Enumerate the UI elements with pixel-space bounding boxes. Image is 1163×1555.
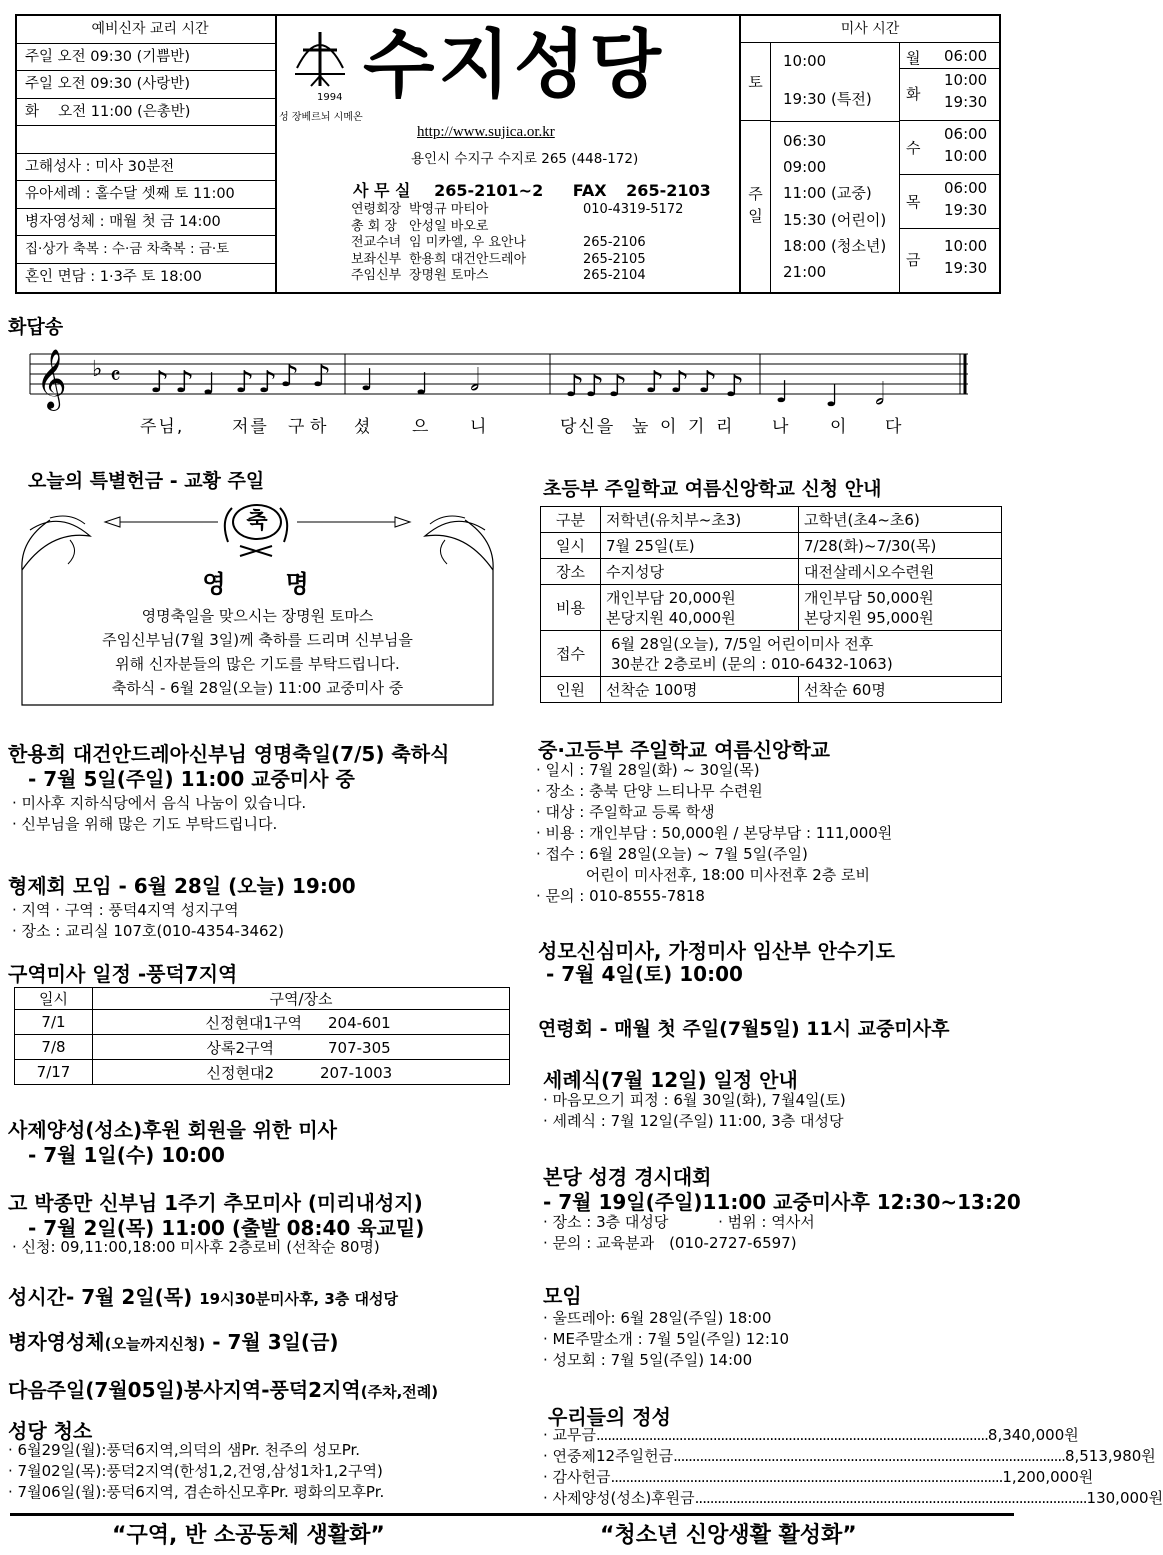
office-phone: 265-2101~2 [434, 181, 544, 200]
table-row: 비용 개인부담 20,000원 본당지원 40,000원 개인부담 50,000원 본당지원 95,000원 [541, 585, 1002, 631]
saturday-times: 10:00 19:30 (특전) [783, 52, 872, 108]
address: 용인시 수지구 수지로 265 (448-172) [411, 151, 639, 167]
r6-subtitle: - 7월 19일(주일)11:00 교중미사후 12:30~13:20 [543, 1190, 1021, 1214]
schedule-row: 집·상가 축복 : 수·금 차축복 : 금·토 [17, 236, 275, 264]
mass-times-title: 미사 시간 [741, 16, 999, 43]
weekday-column: 월 06:00 화 10:00 19:30 수 06:00 10:00 목 06:00 19:30 금 10:00 19:30 [899, 43, 999, 292]
schedule-row: 화 오전 11:00 (은총반) [17, 99, 275, 127]
parish-header [277, 14, 739, 294]
offering-row: · 연중제12주일헌금 ........................................................................................................ 8,513,980원 [543, 1447, 1156, 1465]
s5-item: · 신청: 09,11:00,18:00 미사후 2층로비 (선착순 80명) [12, 1238, 380, 1256]
contact-list [351, 202, 683, 285]
fax-label: FAX [572, 181, 607, 200]
r5-list: · 마음모으기 피정 : 6월 30일(화), 7월4일(토) · 세례식 : 7월 12일(주일) 11:00, 3층 대성당 [543, 1091, 846, 1130]
footer-left-slogan: “구역, 반 소공동체 생활화” [112, 1523, 385, 1548]
r5-title: 세례식(7월 12일) 일정 안내 [543, 1068, 798, 1092]
svg-text:♪: ♪ [565, 369, 585, 404]
r8-title: 우리들의 정성 [548, 1405, 671, 1429]
schedule-row: 고해성사 : 미사 30분전 [17, 154, 275, 182]
contact-row: 보좌신부 한용희 대건안드레아 265-2105 [351, 251, 646, 267]
svg-text:♪: ♪ [725, 369, 745, 404]
offering-row: · 감사헌금 ........................................................................................................ 1,200,000원 [543, 1468, 1094, 1486]
schedule-row: 혼인 면담 : 1·3주 토 18:00 [25, 268, 202, 285]
svg-text:♩: ♩ [415, 367, 430, 402]
r2-title: 중·고등부 주일학교 여름신앙학교 [538, 738, 831, 762]
svg-text:♩: ♩ [202, 367, 217, 402]
r6-title: 본당 성경 경시대회 [543, 1165, 712, 1189]
s7-title: 병자영성체(오늘까지신청) - 7월 3일(금) [8, 1330, 339, 1354]
website-link[interactable]: http://www.sujica.or.kr [417, 124, 555, 140]
catechism-title: 예비신자 교리 시간 [17, 16, 275, 44]
s5-subtitle: - 7월 2일(목) 11:00 (출발 08:40 육교밑) [28, 1216, 425, 1240]
svg-text:♪: ♪ [280, 359, 300, 394]
svg-text:♪: ♪ [175, 365, 195, 400]
svg-text:♩: ♩ [825, 379, 840, 414]
contact-row: 총 회 장 안성일 바오로 [351, 218, 489, 234]
footer-right-slogan: “청소년 신앙생활 활성화” [600, 1523, 857, 1548]
svg-text:♪: ♪ [645, 365, 665, 400]
r4-title: 연령회 - 매월 첫 주일(7월5일) 11시 교중미사후 [538, 1018, 950, 1040]
feast-title: 영 명 [202, 570, 313, 598]
table-row: 구분 저학년(유치부~초3) 고학년(초4~초6) [541, 507, 1002, 533]
offering-row: · 교무금 ........................................................................................................ 8,340,000원 [543, 1426, 1079, 1444]
r3-subtitle: - 7월 4일(토) 10:00 [546, 962, 743, 986]
r8-list [543, 1425, 1163, 1509]
table-row: 7/17 신정현대2 207-1003 [15, 1060, 510, 1085]
r3-title: 성모신심미사, 가정미사 임산부 안수기도 [538, 939, 895, 963]
s4-title: 사제양성(성소)후원 회원을 위한 미사 [8, 1118, 337, 1142]
feast-message: 영명축일을 맞으시는 장명원 토마스 주임신부님(7월 3일)께 축하를 드리며 신부님을 위해 신자분들의 많은 기도를 부탁드립니다. 축하식 - 6월 28일(오늘) 11:00 교중미사 중 [102, 607, 413, 697]
schedule-row: 병자영성체 : 매월 첫 금 14:00 [17, 209, 275, 237]
svg-text:♪: ♪ [258, 365, 278, 400]
svg-text:♪: ♪ [608, 369, 628, 404]
offering-row: · 사제양성(성소)후원금 ........................................................................................................ 130,000원 [543, 1489, 1163, 1507]
offering-title: 오늘의 특별헌금 - 교황 주일 [28, 470, 265, 492]
feast-emblem: 축 [232, 504, 282, 540]
svg-text:♪: ♪ [150, 365, 170, 400]
psalm-title: 화답송 [8, 316, 64, 338]
table-row: 접수 6월 28일(오늘), 7/5일 어린이미사 전후 30분간 2층로비 (문의 : 010-6432-1063) [541, 631, 1002, 677]
r1-title: 초등부 주일학교 여름신앙학교 신청 안내 [543, 478, 882, 500]
table-row: 장소 수지성당 대전살레시오수련원 [541, 559, 1002, 585]
feast-card [10, 500, 505, 715]
s1-list: · 미사후 지하식당에서 음식 나눔이 있습니다. · 신부님을 위해 많은 기도 부탁드립니다. [12, 794, 307, 833]
r7-title: 모임 [543, 1284, 582, 1308]
saturday-label: 토 [741, 43, 771, 121]
office-label: 사 무 실 [353, 181, 411, 200]
mass-times-box [739, 14, 1001, 294]
district-mass-table [14, 987, 510, 1085]
contact-row: 주임신부 장명원 토마스 265-2104 [351, 268, 646, 283]
sunday-label: 주 일 [741, 121, 771, 292]
r7-list: · 울뜨레아: 6월 28일(주일) 18:00 · ME주말소개 : 7월 5일(주일) 12:10 · 성모회 : 7월 5일(주일) 14:00 [543, 1309, 790, 1369]
s2-list: · 지역 · 구역 : 풍덕4지역 성지구역 · 장소 : 교리실 107호(010-4354-3462) [12, 901, 284, 940]
s9-title: 성당 청소 [8, 1419, 93, 1443]
table-row: 인원 선착순 100명 선착순 60명 [541, 677, 1002, 703]
psalm-lyrics: 주님, 저를 구 하 셨 으 니 당신을 높 이 기 리 나 이 다 [140, 417, 904, 437]
s1-subtitle: - 7월 5일(주일) 11:00 교중미사 중 [28, 767, 355, 791]
svg-text:♩: ♩ [360, 363, 375, 398]
svg-text:♪: ♪ [698, 365, 718, 400]
svg-text:♪: ♪ [235, 365, 255, 400]
s3-title: 구역미사 일정 -풍덕7지역 [8, 962, 238, 986]
schedule-row: 유아세례 : 홀수달 셋째 토 11:00 [17, 181, 275, 209]
s9-list: · 6월29일(월):풍덕6지역,의덕의 샘Pr. 천주의 성모Pr. · 7월02일(목):풍덕2지역(한성1,2,건영,삼성1차1,2구역) · 7월06일(월):풍덕6지역, 겸손하신모후Pr. 평화의모후Pr. [8, 1441, 385, 1501]
summer-school-table [540, 506, 1002, 703]
svg-text:♪: ♪ [670, 365, 690, 400]
contact-row: 연령회장 박영규 마티아 010-4319-5172 [351, 202, 684, 217]
s6-title: 성시간- 7월 2일(목) 19시30분미사후, 3층 대성당 [8, 1285, 398, 1309]
r2-list: · 일시 : 7월 28일(화) ~ 30일(목) · 장소 : 충북 단양 느티나무 수련원 · 대상 : 주일학교 등록 학생 · 비용 : 개인부담 : 50,000원 / 본당부담 : 111,000원 · 접수 : 6월 28일(오늘) ~ 7월 5일(주일) 어린이 미사전후, 18:00 미사전후 2층 로비 · 문의 : 010-8555-7818 [536, 761, 893, 905]
s8-title: 다음주일(7월05일)봉사지역-풍덕2지역(주차,전례) [8, 1378, 439, 1402]
s5-title: 고 박종만 신부님 1주기 추모미사 (미리내성지) [8, 1191, 423, 1215]
s1-title: 한용희 대건안드레아신부님 영명축일(7/5) 축하식 [8, 742, 450, 766]
footer-divider [10, 1513, 1014, 1516]
svg-text:𝄴: 𝄴 [110, 362, 121, 390]
s2-title: 형제회 모임 - 6월 28일 (오늘) 19:00 [8, 874, 356, 898]
schedule-row: 주일 오전 09:30 (사랑반) [17, 71, 275, 99]
table-row: 일시 7월 25일(토) 7/28(화)~7/30(목) [541, 533, 1002, 559]
logo-caption: 성 장베르뇌 시메온 [279, 112, 363, 123]
r6-list: · 장소 : 3층 대성당 · 범위 : 역사서 · 문의 : 교육분과 (010-2727-6597) [543, 1213, 815, 1252]
svg-text:♪: ♪ [585, 369, 605, 404]
parish-name: 수지성당 [363, 22, 665, 108]
s4-subtitle: - 7월 1일(수) 10:00 [28, 1143, 225, 1167]
schedule-row [17, 126, 275, 154]
sunday-times: 06:30 09:00 11:00 (교중) 15:30 (어린이) 18:00 (청소년) 21:00 [783, 132, 887, 282]
table-row: 7/1 신정현대1구역 204-601 [15, 1010, 510, 1035]
fax-number: 265-2103 [626, 181, 711, 200]
table-header: 구역/장소 [93, 988, 510, 1010]
svg-text:𝅗𝅥: 𝅗𝅥 [470, 363, 480, 398]
table-header: 일시 [15, 988, 93, 1010]
table-row: 7/8 상록2구역 707-305 [15, 1035, 510, 1060]
parish-logo-icon [291, 28, 349, 90]
psalm-staff [30, 340, 970, 412]
schedule-row: 주일 오전 09:30 (기쁨반) [17, 44, 275, 72]
svg-text:♩: ♩ [775, 375, 790, 410]
svg-text:𝄞: 𝄞 [36, 349, 67, 409]
contact-row: 전교수녀 임 미카엘, 우 요안나 265-2106 [351, 235, 646, 250]
logo-year: 1994 [317, 92, 343, 103]
svg-text:♭: ♭ [92, 357, 103, 382]
svg-text:𝅗𝅥: 𝅗𝅥 [875, 377, 885, 412]
catechism-schedule-box [15, 14, 277, 294]
svg-text:♪: ♪ [312, 359, 332, 394]
